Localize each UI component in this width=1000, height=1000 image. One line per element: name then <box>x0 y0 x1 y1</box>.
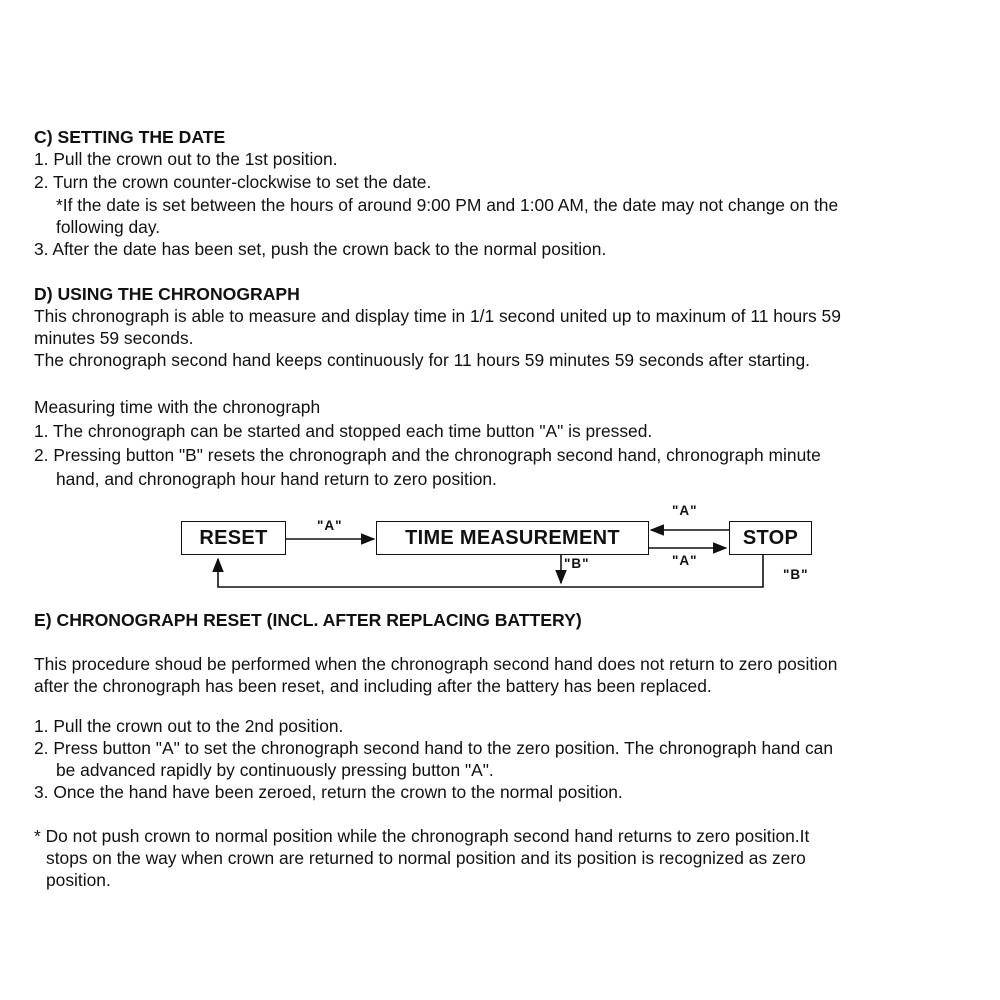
section-d-intro-3: The chronograph second hand keeps continuously for 11 hours 59 minutes 59 seconds after starting. <box>34 350 810 370</box>
section-d-heading: D) USING THE CHRONOGRAPH <box>34 284 300 304</box>
section-d-step-2-cont: hand, and chronograph hour hand return to zero position. <box>56 469 497 489</box>
section-c-step-1: 1. Pull the crown out to the 1st position. <box>34 149 338 169</box>
label-time-to-stop: "A" <box>672 553 698 568</box>
section-e-step-1: 1. Pull the crown out to the 2nd position. <box>34 716 344 736</box>
section-e-step-3: 3. Once the hand have been zeroed, return the crown to the normal position. <box>34 782 623 802</box>
section-e-step-2-cont: be advanced rapidly by continuously pressing button "A". <box>56 760 494 780</box>
section-e-step-2: 2. Press button "A" to set the chronograph second hand to the zero position. The chronograph hand can <box>34 738 834 758</box>
section-e-heading: E) CHRONOGRAPH RESET (INCL. AFTER REPLACING BATTERY) <box>34 610 582 630</box>
time-measurement-box: TIME MEASUREMENT <box>376 521 649 555</box>
section-c-step-2: 2. Turn the crown counter-clockwise to set the date. <box>34 172 432 192</box>
stop-box: STOP <box>729 521 812 555</box>
label-time-b: "B" <box>564 556 590 571</box>
section-d-intro-1: This chronograph is able to measure and display time in 1/1 second united up to maxinum of 11 hours 59 <box>34 306 841 326</box>
section-c-note: *If the date is set between the hours of around 9:00 PM and 1:00 AM, the date may not change on the <box>56 195 839 215</box>
section-d-step-1: 1. The chronograph can be started and stopped each time button "A" is pressed. <box>34 421 653 441</box>
section-e-intro-1: This procedure shoud be performed when the chronograph second hand does not return to zero position <box>34 654 838 674</box>
section-c-note-cont: following day. <box>56 217 161 237</box>
label-reset-to-time: "A" <box>317 518 343 533</box>
section-e-warning: * Do not push crown to normal position while the chronograph second hand returns to zero position.It <box>34 826 810 846</box>
label-stop-b: "B" <box>783 567 809 582</box>
section-c-heading: C) SETTING THE DATE <box>34 127 226 147</box>
section-e-warning-cont-1: stops on the way when crown are returned to normal position and its position is recognized as zero <box>46 848 806 868</box>
section-c-step-3: 3. After the date has been set, push the crown back to the normal position. <box>34 239 607 259</box>
reset-box: RESET <box>181 521 286 555</box>
section-d-step-2: 2. Pressing button "B" resets the chronograph and the chronograph second hand, chronograph minute <box>34 445 821 465</box>
label-stop-to-time: "A" <box>672 503 698 518</box>
section-d-subheading: Measuring time with the chronograph <box>34 397 321 417</box>
section-e-intro-2: after the chronograph has been reset, and including after the battery has been replaced. <box>34 676 712 696</box>
section-e-warning-cont-2: position. <box>46 870 111 890</box>
section-d-intro-2: minutes 59 seconds. <box>34 328 194 348</box>
